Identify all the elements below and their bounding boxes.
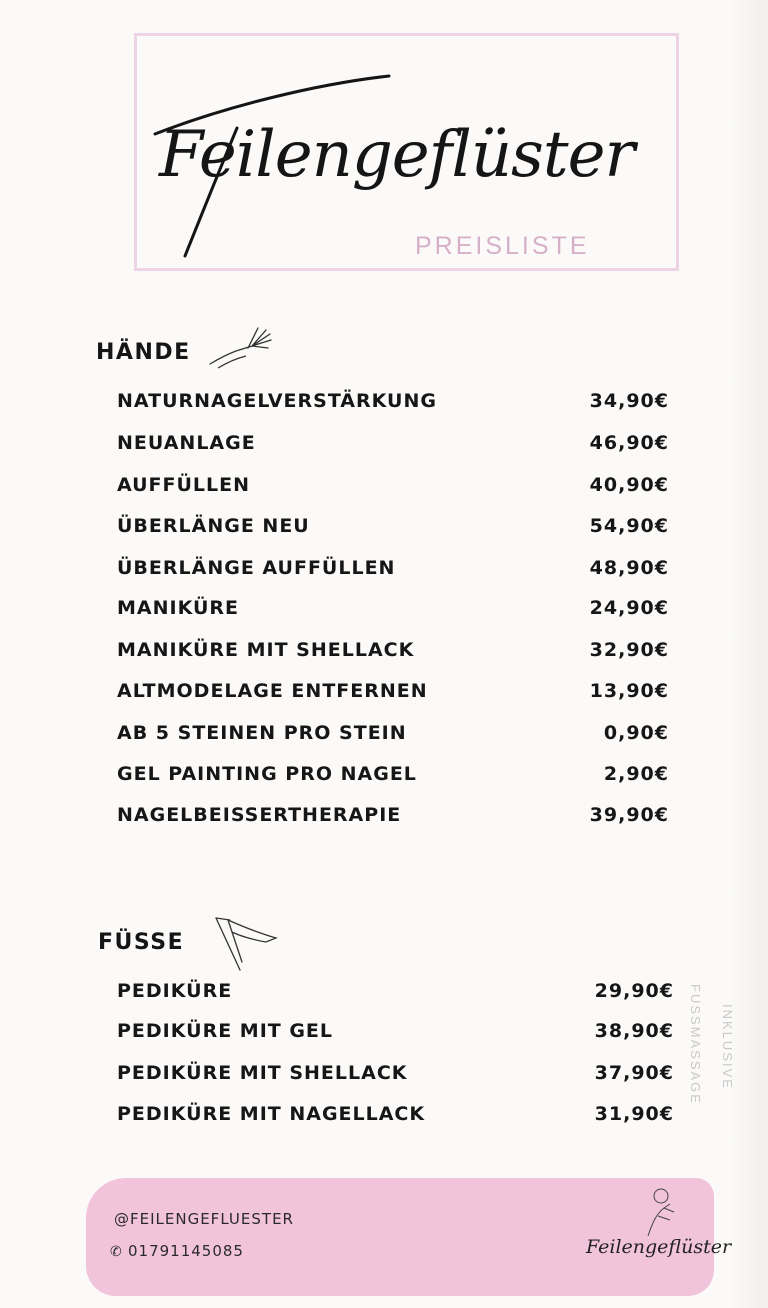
service-name: NAGELBEISSERTHERAPIE bbox=[117, 804, 402, 826]
service-name: ALTMODELAGE ENTFERNEN bbox=[117, 680, 428, 702]
legs-icon bbox=[206, 914, 282, 974]
price-row bbox=[117, 980, 674, 1010]
instagram-handle: @FEILENGEFLUESTER bbox=[114, 1210, 294, 1228]
service-name: PEDIKÜRE MIT GEL bbox=[117, 1020, 334, 1042]
service-name: PEDIKÜRE MIT SHELLACK bbox=[117, 1062, 408, 1084]
service-price: 2,90€ bbox=[603, 763, 669, 785]
service-name: AUFFÜLLEN bbox=[117, 474, 251, 496]
price-row bbox=[117, 680, 669, 710]
service-price: 31,90€ bbox=[594, 1103, 674, 1125]
service-name: NATURNAGELVERSTÄRKUNG bbox=[117, 390, 437, 412]
service-price: 38,90€ bbox=[594, 1020, 674, 1042]
note-fussmassage: FUSSMASSAGE bbox=[688, 984, 703, 1105]
price-row bbox=[117, 1103, 674, 1133]
service-name: ÜBERLÄNGE AUFFÜLLEN bbox=[117, 557, 396, 579]
price-row bbox=[117, 1062, 674, 1092]
service-name: AB 5 STEINEN PRO STEIN bbox=[117, 722, 407, 744]
footer-banner bbox=[86, 1178, 732, 1296]
service-price: 34,90€ bbox=[589, 390, 669, 412]
section-title-haende: HÄNDE bbox=[96, 340, 191, 365]
price-row bbox=[117, 722, 669, 752]
phone-number: 01791145085 bbox=[128, 1242, 244, 1260]
service-price: 54,90€ bbox=[589, 515, 669, 537]
service-name: ÜBERLÄNGE NEU bbox=[117, 515, 310, 537]
phone-line bbox=[110, 1242, 244, 1260]
phone-icon: ✆ bbox=[110, 1244, 123, 1260]
service-price: 29,90€ bbox=[594, 980, 674, 1002]
service-name: MANIKÜRE MIT SHELLACK bbox=[117, 639, 415, 661]
brand-logo-text: Feilengeflüster bbox=[159, 118, 635, 192]
price-row bbox=[117, 804, 669, 834]
price-row bbox=[117, 1020, 674, 1050]
price-row bbox=[117, 390, 669, 420]
note-inklusive: INKLUSIVE bbox=[720, 1004, 735, 1090]
service-name: GEL PAINTING PRO NAGEL bbox=[117, 763, 417, 785]
service-name: PEDIKÜRE bbox=[117, 980, 233, 1002]
service-name: MANIKÜRE bbox=[117, 597, 240, 619]
price-row bbox=[117, 474, 669, 504]
footer-logo-text: Feilengeflüster bbox=[586, 1236, 732, 1258]
hand-icon bbox=[208, 324, 274, 370]
price-row bbox=[117, 557, 669, 587]
price-list-subtitle: PREISLISTE bbox=[415, 232, 590, 260]
service-price: 13,90€ bbox=[589, 680, 669, 702]
price-row bbox=[117, 597, 669, 627]
service-price: 40,90€ bbox=[589, 474, 669, 496]
price-row bbox=[117, 639, 669, 669]
price-row bbox=[117, 515, 669, 545]
service-price: 0,90€ bbox=[603, 722, 669, 744]
service-price: 24,90€ bbox=[589, 597, 669, 619]
price-row bbox=[117, 763, 669, 793]
service-price: 37,90€ bbox=[594, 1062, 674, 1084]
service-price: 32,90€ bbox=[589, 639, 669, 661]
service-price: 46,90€ bbox=[589, 432, 669, 454]
service-name: PEDIKÜRE MIT NAGELLACK bbox=[117, 1103, 426, 1125]
price-row bbox=[117, 432, 669, 462]
page-edge-shadow bbox=[730, 0, 768, 1308]
logo-box bbox=[134, 33, 679, 271]
hand-flower-icon bbox=[634, 1184, 688, 1238]
section-title-fuesse: FÜSSE bbox=[98, 930, 185, 955]
service-name: NEUANLAGE bbox=[117, 432, 256, 454]
service-price: 48,90€ bbox=[589, 557, 669, 579]
service-price: 39,90€ bbox=[589, 804, 669, 826]
